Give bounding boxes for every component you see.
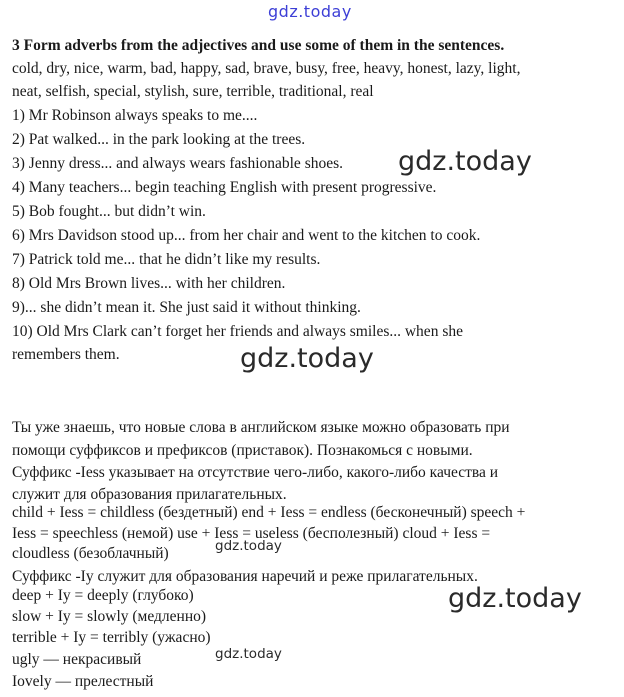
sentence-2: 2) Pat walked... in the park looking at the trees. (12, 131, 306, 148)
watermark-top: gdz.today (268, 2, 352, 21)
info-line-2: помощи суффиксов и префиксов (приставок). Познакомься с новыми. (12, 442, 473, 459)
sentence-10: 10) Old Mrs Clark can’t forget her friends and always smiles... when she (12, 323, 463, 340)
adjectives-line-2: neat, selfish, special, stylish, sure, terrible, traditional, real (12, 83, 374, 100)
exercise-title: 3 Form adverbs from the adjectives and use some of them in the sentences. (12, 37, 505, 54)
info-line-6: Iess = speechless (немой) use + Iess = useless (бесполезный) cloud + Iess = (12, 525, 491, 542)
sentence-8: 8) Old Mrs Brown lives... with her children. (12, 275, 286, 292)
sentence-1: 1) Mr Robinson always speaks to me.... (12, 107, 258, 124)
info-line-5: child + Iess = childless (бездетный) end + Iess = endless (бесконечный) speech + (12, 504, 526, 521)
sentence-9: 9)... she didn’t mean it. She just said it without thinking. (12, 299, 361, 316)
sentence-6: 6) Mrs Davidson stood up... from her chair and went to the kitchen to cook. (12, 227, 481, 244)
info-line-1: Ты уже знаешь, что новые слова в английском языке можно образовать при (12, 419, 510, 436)
watermark-small-2: gdz.today (215, 646, 282, 662)
sentence-10-continued: remembers them. (12, 346, 120, 363)
info-line-10: slow + Iy = slowly (медленно) (12, 608, 207, 625)
sentence-5: 5) Bob fought... but didn’t win. (12, 203, 206, 220)
sentence-7: 7) Patrick told me... that he didn’t like my results. (12, 251, 321, 268)
watermark-mid-center: gdz.today (240, 343, 374, 374)
info-line-3: Суффикс -Iess указывает на отсутствие чего-либо, какого-либо качества и (12, 464, 499, 481)
info-line-12: ugly — некрасивый (12, 651, 142, 668)
watermark-small-1: gdz.today (215, 538, 282, 554)
info-line-8: Суффикс -Iy служит для образования наречий и реже прилагательных. (12, 568, 478, 585)
watermark-mid-right: gdz.today (398, 146, 532, 177)
info-line-7: cloudless (безоблачный) (12, 545, 169, 562)
watermark-large-bottom: gdz.today (448, 583, 582, 614)
info-line-4: служит для образования прилагательных. (12, 486, 287, 503)
info-line-9: deep + Iy = deeply (глубоко) (12, 587, 194, 604)
adjectives-line-1: cold, dry, nice, warm, bad, happy, sad, brave, busy, free, heavy, honest, lazy, light, (12, 60, 521, 77)
sentence-3: 3) Jenny dress... and always wears fashionable shoes. (12, 155, 344, 172)
info-line-13: Iovely — прелестный (12, 673, 154, 690)
sentence-4: 4) Many teachers... begin teaching English with present progressive. (12, 179, 437, 196)
info-line-11: terrible + Iy = terribly (ужасно) (12, 629, 211, 646)
